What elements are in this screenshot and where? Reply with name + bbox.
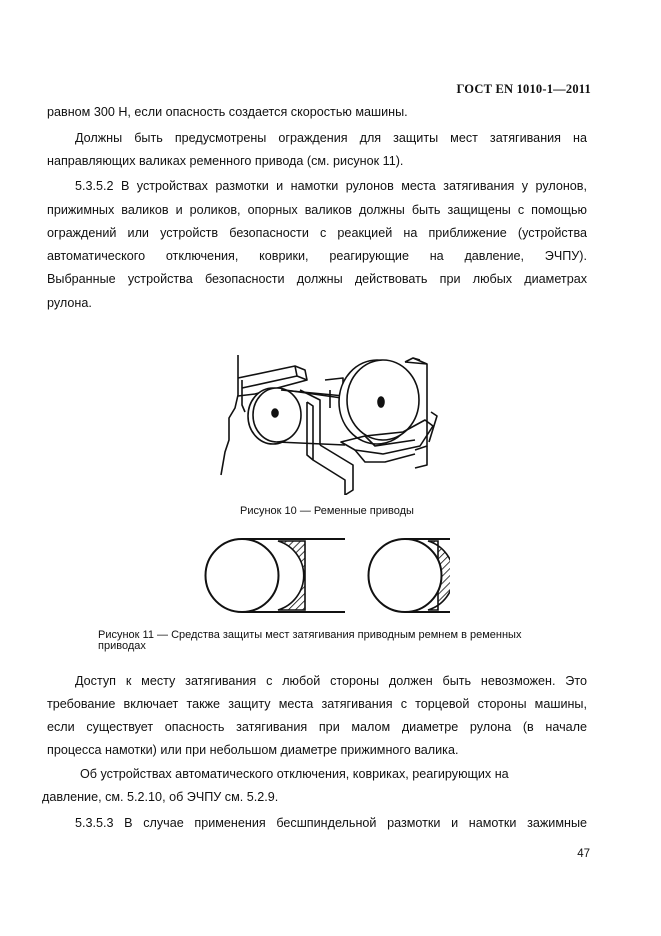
figure-11-caption-line2: приводах: [98, 640, 146, 652]
paragraph-line: направляющих валиках ременного привода (см. рисунок 11).: [47, 154, 404, 168]
paragraph-line: рулона.: [47, 296, 92, 310]
figure-10-caption: Рисунок 10 — Ременные приводы: [240, 505, 414, 517]
paragraph-line: автоматического отключения, коврики, реагирующие на давление, ЭЧПУ).: [47, 249, 587, 263]
figure-11-caption-line1: Рисунок 11 — Средства защиты мест затягивания приводным ремнем в ременных: [98, 629, 522, 641]
figure-10-belt-drive: [215, 350, 445, 495]
paragraph-line: давление, см. 5.2.10, об ЭЧПУ см. 5.2.9.: [42, 790, 279, 804]
figure-11-pinch-guards: [200, 535, 450, 617]
standard-header: ГОСТ EN 1010-1—2011: [456, 82, 591, 96]
guarded-pulley-left: [206, 539, 346, 612]
paragraph-line: ограждений или устройств безопасности с реакцией на приближение (устройства: [47, 226, 587, 240]
paragraph-line: прижимных валиков и роликов, опорных валиков должны быть защищены с помощью: [47, 203, 587, 217]
paragraph-line: если существует опасность затягивания при малом диаметре рулона (в начале: [47, 720, 587, 734]
paragraph-line: 5.3.5.2 В устройствах размотки и намотки рулонов места затягивания у рулонов,: [75, 179, 587, 193]
paragraph-line: процесса намотки) или при небольшом диаметре прижимного валика.: [47, 743, 459, 757]
guarded-pulley-right: [369, 539, 451, 612]
paragraph-line: Выбранные устройства безопасности должны действовать при любых диаметрах: [47, 272, 587, 286]
paragraph-line: равном 300 Н, если опасность создается скоростью машины.: [47, 105, 408, 119]
page-number: 47: [577, 848, 590, 860]
paragraph-line: 5.3.5.3 В случае применения бесшпиндельной размотки и намотки зажимные: [75, 816, 587, 830]
paragraph-line: Об устройствах автоматического отключения, ковриках, реагирующих на: [80, 767, 509, 781]
paragraph-line: требование включает также защиту места затягивания с торцевой стороны машины,: [47, 697, 587, 711]
paragraph-line: Доступ к месту затягивания с любой стороны должен быть невозможен. Это: [75, 674, 587, 688]
paragraph-line: Должны быть предусмотрены ограждения для защиты мест затягивания на: [75, 131, 587, 145]
